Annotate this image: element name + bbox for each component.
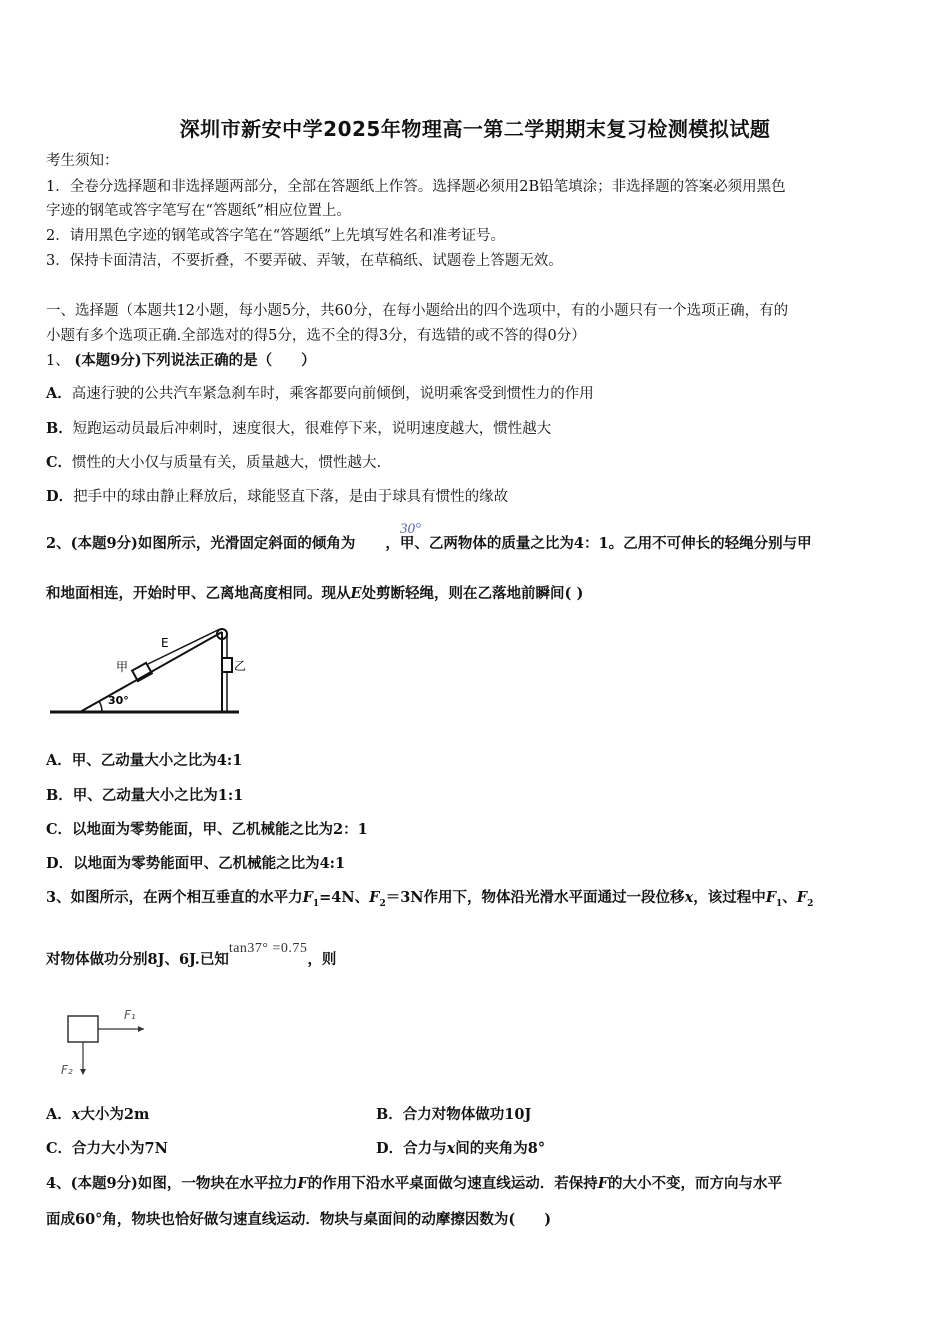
option-var: x [446, 1140, 456, 1157]
label-e: E [161, 636, 169, 650]
option-label: A． [46, 1106, 72, 1123]
option-pre: 合力与 [403, 1140, 447, 1157]
question-2-option-a [46, 750, 242, 772]
option-text: 合力对物体做功10J [402, 1106, 532, 1123]
question-2-option-d [46, 853, 345, 875]
var-f2-b: F [796, 889, 808, 906]
option-text: 以地面为零势能面甲、乙机械能之比为4:1 [73, 855, 346, 872]
var-f2: F [369, 889, 380, 906]
force-figure [56, 1004, 156, 1084]
option-text: 以地面为零势能面，甲、乙机械能之比为2：1 [72, 821, 368, 838]
question-2-point-e: E [350, 585, 362, 602]
label-f2: F₂ [61, 1063, 73, 1077]
var-f1-sub: 1 [312, 898, 320, 909]
question-3-sep: 、 [782, 889, 797, 906]
question-3-option-d [376, 1138, 545, 1160]
question-2-text-a: (本题9分)如图所示，光滑固定斜面的倾角为 [70, 535, 356, 552]
option-label: B． [376, 1106, 403, 1123]
option-label: B． [46, 420, 73, 437]
question-3-text-h: 对物体做功分别8J、6J.已知 [46, 951, 229, 968]
block-jia [132, 663, 152, 681]
question-3-option-c [46, 1138, 168, 1160]
option-label: C． [46, 821, 73, 838]
rope-incline [148, 629, 220, 664]
question-3-stem-line-2 [46, 941, 908, 972]
option-text: 高速行驶的公共汽车紧急刹车时，乘客都要向前倾倒，说明乘客受到惯性力的作用 [71, 386, 594, 402]
notice-item-1: 1．全卷分选择题和非选择题两部分，全部在答题纸上作答。选择题必须用2B铅笔填涂；非选择题的答案必须用黑色 [46, 179, 786, 195]
var-x: x [684, 889, 694, 906]
question-4-number: 4、 [46, 1175, 71, 1192]
incline-figure [44, 620, 247, 720]
question-3-text-a: 如图所示，在两个相互垂直的水平力 [70, 889, 303, 906]
label-jia: 甲 [116, 660, 129, 674]
option-text: 甲、乙动量大小之比为1:1 [72, 787, 244, 804]
question-1-stem [46, 350, 908, 372]
question-3-option-b [376, 1104, 531, 1126]
var-f-b: F [597, 1175, 608, 1192]
notice-heading: 考生须知： [46, 153, 119, 169]
option-label: D． [46, 488, 74, 505]
question-2-text-d: 处剪断轻绳，则在乙落地前瞬间( ) [361, 585, 584, 602]
option-text: 短跑运动员最后冲刺时，速度很大，很难停下来，说明速度越大，惯性越大 [72, 421, 552, 437]
question-3-text-b: =4N、 [319, 889, 370, 906]
option-text: 合力大小为7N [72, 1140, 168, 1157]
section-heading-line-2: 小题有多个选项正确.全部选对的得5分，选不全的得3分，有选错的或不答的得0分） [46, 328, 586, 344]
notice-item-3: 3．保持卡面清洁，不要折叠，不要弄破、弄皱，在草稿纸、试题卷上答题无效。 [46, 253, 563, 269]
option-label: D． [46, 855, 74, 872]
question-3-text-c: ＝3N作用下，物体沿光滑水平面通过一段位移 [385, 889, 685, 906]
question-2-text-c: 和地面相连，开始时甲、乙离地高度相同。现从 [46, 585, 351, 602]
question-3-text-i: ，则 [307, 951, 337, 968]
question-2-option-b [46, 785, 243, 807]
option-label: D． [376, 1140, 404, 1157]
option-label: A． [46, 752, 72, 769]
var-f2-sub: 2 [379, 898, 386, 909]
option-label: A． [46, 385, 72, 402]
question-1-option-a [46, 383, 594, 405]
question-3-text-d: ，该过程中 [693, 889, 766, 906]
label-f1: F₁ [124, 1008, 136, 1022]
label-yi: 乙 [234, 659, 247, 673]
question-3-option-a [46, 1104, 149, 1126]
angle-arc [99, 701, 102, 712]
question-1-option-d [46, 486, 508, 508]
question-4-stem-line-2: 面成60°角，物块也恰好做匀速直线运动．物块与桌面间的动摩擦因数为( ) [46, 1211, 552, 1228]
question-2-text-b: ，甲、乙两物体的质量之比为4：1。乙用不可伸长的轻绳分别与甲 [385, 535, 812, 552]
var-f1-b: F [765, 889, 777, 906]
question-2-number: 2、 [46, 535, 71, 552]
var-f1-b-sub: 1 [776, 898, 783, 909]
question-2-stem-line-2 [46, 583, 908, 605]
f1-arrowhead [138, 1026, 144, 1032]
question-3-stem-line-1 [46, 887, 908, 915]
object-box [68, 1016, 98, 1042]
option-text: 甲、乙动量大小之比为4:1 [71, 752, 243, 769]
f2-arrowhead [80, 1069, 86, 1075]
section-heading-line-1: 一、选择题（本题共12小题，每小题5分，共60分，在每小题给出的四个选项中，有的小题只有一个选项正确，有的 [46, 303, 789, 319]
option-label: C． [46, 454, 73, 471]
var-f: F [297, 1175, 308, 1192]
tan-formula: tan37° =0.75 [228, 941, 308, 956]
question-4-text-b: 的作用下沿水平桌面做匀速直线运动．若保持 [307, 1175, 598, 1192]
option-label: C． [46, 1140, 73, 1157]
question-2-option-c [46, 819, 368, 841]
question-4-text-c: 的大小不变，而方向与水平 [608, 1175, 782, 1192]
option-text: 大小为2m [80, 1106, 150, 1123]
question-3-number: 3、 [46, 889, 71, 906]
notice-item-1-cont: 字迹的钢笔或答字笔写在“答题纸”相应位置上。 [46, 203, 351, 219]
var-f1: F [302, 889, 313, 906]
question-2-stem-line-1 [46, 533, 908, 555]
question-1-text: (本题9分)下列说法正确的是（ ） [74, 352, 316, 369]
question-1-number: 1、 [46, 353, 70, 369]
question-1-option-b [46, 418, 551, 440]
angle-30-formula: 30° [400, 521, 421, 537]
question-4-text-a: (本题9分)如图，一物块在水平拉力 [70, 1175, 298, 1192]
question-4-stem-line-1 [46, 1173, 908, 1195]
option-text: 间的夹角为8° [455, 1140, 546, 1157]
page-title: 深圳市新安中学2025年物理高一第二学期期末复习检测模拟试题 [179, 117, 771, 141]
option-text: 把手中的球由静止释放后，球能竖直下落，是由于球具有惯性的缘故 [73, 489, 509, 505]
angle-label: 30° [108, 694, 129, 707]
var-f2-b-sub: 2 [807, 898, 814, 909]
notice-item-2: 2．请用黑色字迹的钢笔或答字笔在“答题纸”上先填写姓名和准考证号。 [46, 228, 506, 244]
block-yi [222, 658, 232, 672]
option-var: x [71, 1106, 81, 1123]
option-text: 惯性的大小仅与质量有关，质量越大，惯性越大. [72, 455, 382, 471]
option-label: B． [46, 787, 73, 804]
question-1-option-c [46, 452, 381, 474]
